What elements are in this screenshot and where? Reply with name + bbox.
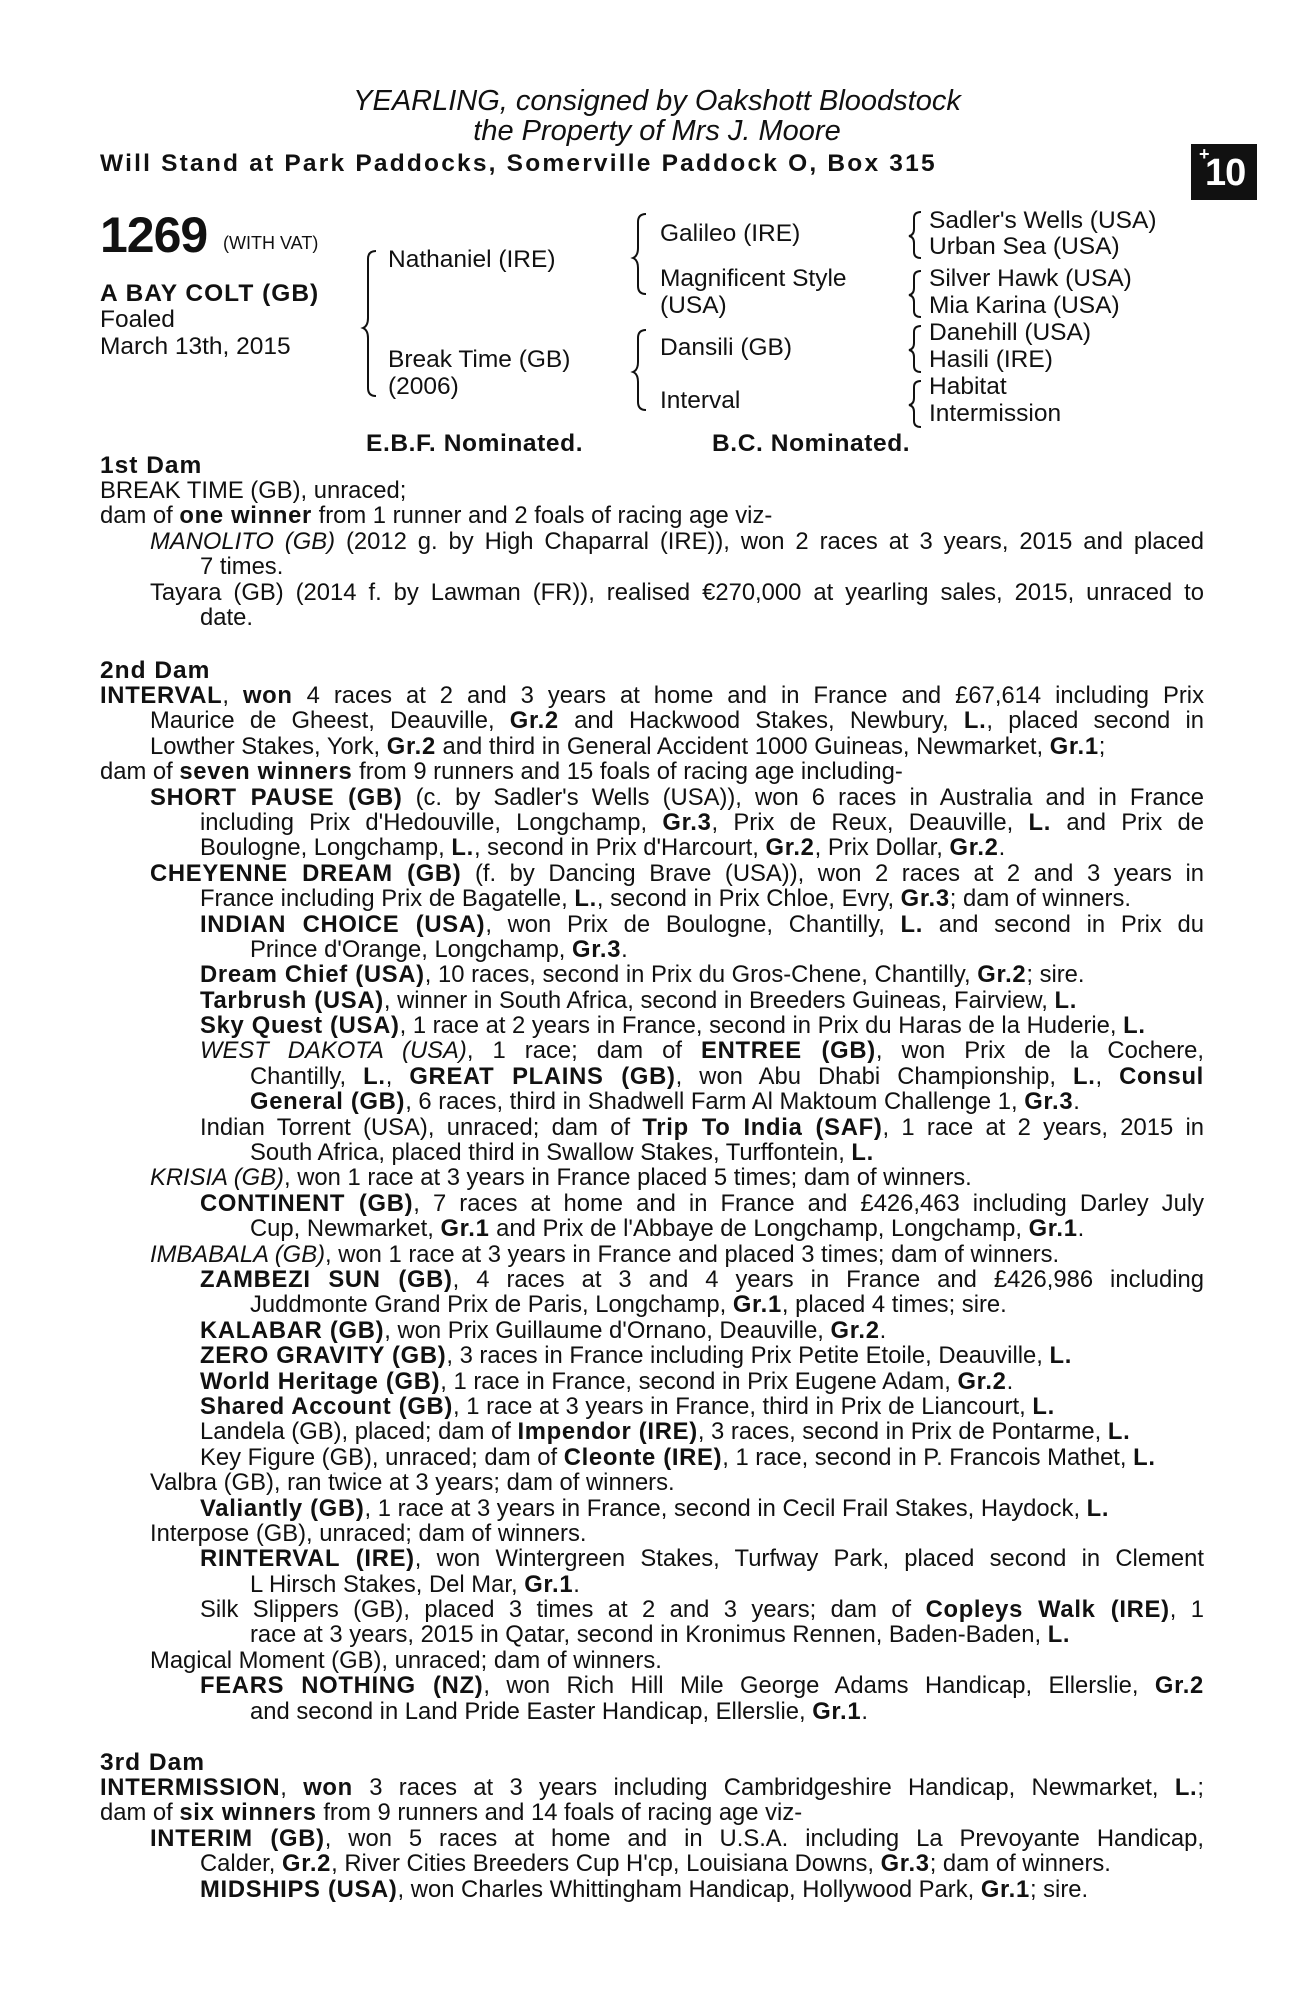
text-run: , 3 races, second in Prix de Pontarme, bbox=[697, 1418, 1108, 1446]
text-run: dam of bbox=[100, 1799, 180, 1827]
text-run: ; sire. bbox=[1029, 1875, 1089, 1903]
text-run: Gr.2 bbox=[282, 1850, 332, 1878]
text-run: Boulogne, Longchamp, bbox=[200, 834, 452, 862]
text-run: L. bbox=[851, 1139, 874, 1167]
text-line bbox=[200, 1851, 1204, 1876]
text-run: Gr.2 bbox=[949, 834, 999, 862]
text-run: Magical Moment (GB), unraced; dam of winners. bbox=[150, 1646, 662, 1674]
text-line bbox=[200, 1546, 1204, 1571]
text-run: ZERO GRAVITY (GB) bbox=[200, 1342, 447, 1370]
text-run: Indian Torrent (USA), unraced; dam of bbox=[200, 1113, 643, 1141]
text-run: date. bbox=[200, 603, 253, 631]
text-line bbox=[100, 503, 1204, 528]
text-run: Tarbrush (USA) bbox=[200, 986, 384, 1014]
text-run: Juddmonte Grand Prix de Paris, Longchamp, bbox=[250, 1291, 733, 1319]
text-line bbox=[200, 605, 1204, 630]
ebf-nominated: E.B.F. Nominated. bbox=[366, 430, 584, 457]
text-run: , 1 race, second in P. Francois Mathet, bbox=[722, 1443, 1134, 1471]
text-run: Lowther Stakes, York, bbox=[150, 732, 387, 760]
text-line bbox=[200, 1419, 1204, 1444]
text-run: , won Rich Hill Mile George Adams Handicap, Ellerslie, bbox=[483, 1672, 1155, 1700]
text-run: Gr.1 bbox=[812, 1697, 862, 1725]
text-line bbox=[250, 1572, 1204, 1597]
first-dam-heading: 1st Dam bbox=[100, 452, 203, 479]
text-run: Gr.3 bbox=[572, 935, 622, 963]
text-run: L. bbox=[1123, 1012, 1146, 1040]
text-run: Gr.2 bbox=[765, 834, 815, 862]
text-run: L. bbox=[1086, 1494, 1110, 1522]
text-run: ENTREE (GB) bbox=[701, 1037, 876, 1065]
text-run: , bbox=[280, 1774, 304, 1801]
text-run: Silk Slippers (GB), placed 3 times at 2 and 3 years; dam of bbox=[200, 1596, 926, 1624]
text-run: , 1 race in France, second in Prix Eugene Adam, bbox=[440, 1367, 958, 1395]
text-run: and second in Land Pride Easter Handicap, Ellerslie, bbox=[250, 1697, 813, 1725]
text-run: FEARS NOTHING (NZ) bbox=[200, 1672, 484, 1700]
text-run: ; dam of winners. bbox=[949, 885, 1131, 913]
sire-of-dam: Dansili (GB) bbox=[660, 334, 793, 361]
text-line bbox=[200, 1343, 1204, 1368]
text-line bbox=[100, 1775, 1204, 1800]
text-run: Copleys Walk (IRE) bbox=[925, 1596, 1170, 1624]
text-line bbox=[150, 734, 1204, 759]
sire: Nathaniel (IRE) bbox=[388, 246, 556, 273]
text-line bbox=[250, 1699, 1204, 1724]
text-run: Tayara (GB) (2014 f. by Lawman (FR)), realised €270,000 at yearling sales, 2015, unraced to bbox=[150, 578, 1204, 606]
text-run: (f. by Dancing Brave (USA)), won 2 races at 2 and 3 years in bbox=[461, 859, 1204, 887]
text-run: , 6 races, third in Shadwell Farm Al Maktoum Challenge 1, bbox=[405, 1088, 1025, 1116]
text-run: , 3 races in France including Prix Petite Etoile, Deauville, bbox=[446, 1342, 1050, 1370]
text-run: . bbox=[998, 834, 1006, 862]
text-run: INDIAN CHOICE (USA) bbox=[200, 910, 486, 938]
text-run: , won Wintergreen Stakes, Turfway Park, placed second in Clement bbox=[414, 1545, 1204, 1573]
sdd: Mia Karina (USA) bbox=[929, 292, 1120, 319]
text-run: (c. by Sadler's Wells (USA)), won 6 races in Australia and in France bbox=[402, 783, 1204, 811]
text-line bbox=[200, 988, 1204, 1013]
consignor-line: YEARLING, consigned by Oakshott Bloodstock bbox=[353, 85, 961, 117]
text-run: L. bbox=[1072, 1062, 1096, 1090]
text-run: GREAT PLAINS (GB) bbox=[409, 1062, 676, 1090]
text-run: Shared Account (GB) bbox=[200, 1392, 454, 1420]
text-run: race at 3 years, 2015 in Qatar, second in Kronimus Rennen, Baden-Baden, bbox=[250, 1621, 1048, 1649]
text-line bbox=[200, 886, 1204, 911]
text-run: Gr.2 bbox=[1154, 1672, 1204, 1700]
text-run: ; sire. bbox=[1026, 961, 1085, 989]
text-run: , second in Prix d'Harcourt, bbox=[473, 834, 766, 862]
text-run: Gr.3 bbox=[1024, 1088, 1074, 1116]
text-run: BREAK TIME (GB), unraced; bbox=[100, 477, 407, 504]
text-line bbox=[100, 759, 1204, 784]
text-run: Gr.3 bbox=[880, 1850, 930, 1878]
text-run: Valbra (GB), ran twice at 3 years; dam of winners. bbox=[150, 1469, 675, 1497]
text-run: and Prix de l'Abbaye de Longchamp, Longchamp, bbox=[489, 1215, 1029, 1243]
foaled-label: Foaled bbox=[100, 306, 175, 333]
text-line bbox=[250, 1216, 1204, 1241]
text-line bbox=[150, 1242, 1204, 1267]
text-run: . bbox=[1073, 1088, 1080, 1116]
text-run: L. bbox=[1054, 986, 1078, 1014]
dam-line2: (2006) bbox=[388, 373, 459, 400]
sire-of-sire: Galileo (IRE) bbox=[660, 220, 801, 247]
text-run: , placed 4 times; sire. bbox=[781, 1291, 1007, 1319]
text-run: Impendor (IRE) bbox=[517, 1418, 698, 1446]
text-run: L. bbox=[574, 885, 597, 913]
text-line bbox=[250, 1089, 1204, 1114]
text-run: . bbox=[861, 1697, 868, 1725]
text-run: . bbox=[621, 935, 628, 963]
text-run: , placed second in bbox=[986, 707, 1204, 735]
text-run: France including Prix de Bagatelle, bbox=[200, 885, 575, 913]
text-run: . bbox=[573, 1570, 580, 1598]
text-line bbox=[150, 1521, 1204, 1546]
text-run: , won 1 race at 3 years in France placed 5 times; dam of winners. bbox=[284, 1164, 972, 1192]
text-run: L. bbox=[363, 1062, 386, 1090]
text-line bbox=[150, 1826, 1204, 1851]
text-run: ZAMBEZI SUN (GB) bbox=[200, 1265, 453, 1293]
ssd: Urban Sea (USA) bbox=[929, 233, 1120, 260]
text-line bbox=[250, 1140, 1204, 1165]
text-run: dam of bbox=[100, 502, 180, 530]
text-run: L. bbox=[1107, 1418, 1131, 1446]
text-run: , second in Prix Chloe, Evry, bbox=[596, 885, 901, 913]
text-line bbox=[200, 1038, 1204, 1063]
text-line bbox=[200, 1597, 1204, 1622]
text-run: , 1 race at 2 years, 2015 in bbox=[882, 1113, 1205, 1141]
text-run: , bbox=[385, 1062, 410, 1090]
text-run: Key Figure (GB), unraced; dam of bbox=[200, 1443, 564, 1471]
badge-number: 10 bbox=[1205, 152, 1246, 194]
text-line bbox=[200, 1445, 1204, 1470]
text-run: including Prix d'Hedouville, Longchamp, bbox=[200, 808, 663, 836]
text-run: Chantilly, bbox=[250, 1062, 364, 1090]
text-line bbox=[200, 810, 1204, 835]
text-run: Prince d'Orange, Longchamp, bbox=[250, 935, 573, 963]
text-run: , 1 race; dam of bbox=[466, 1037, 702, 1065]
text-run: dam of bbox=[100, 758, 180, 786]
text-run: , 1 race at 3 years in France, third in Prix de Liancourt, bbox=[453, 1392, 1033, 1420]
text-run: Gr.2 bbox=[386, 732, 436, 760]
text-run: L. bbox=[1028, 808, 1052, 836]
text-run: , won 5 races at home and in U.S.A. including La Prevoyante Handicap, bbox=[324, 1824, 1204, 1852]
text-line bbox=[200, 835, 1204, 860]
text-run: Gr.2 bbox=[957, 1367, 1007, 1395]
text-run: L. bbox=[900, 910, 924, 938]
text-run: Trip To India (SAF) bbox=[642, 1113, 883, 1141]
text-run: Gr.3 bbox=[900, 885, 950, 913]
text-run: RINTERVAL (IRE) bbox=[200, 1545, 415, 1573]
dss: Danehill (USA) bbox=[929, 319, 1092, 346]
text-run: CHEYENNE DREAM (GB) bbox=[150, 859, 462, 887]
text-line bbox=[150, 1470, 1204, 1495]
text-run: SHORT PAUSE (GB) bbox=[150, 783, 403, 811]
vat-label: (WITH VAT) bbox=[223, 233, 319, 253]
horse-description: A BAY COLT (GB) bbox=[100, 280, 320, 307]
text-line bbox=[200, 1877, 1204, 1902]
text-run: won bbox=[303, 1774, 353, 1801]
text-run: Landela (GB), placed; dam of bbox=[200, 1418, 518, 1446]
text-run: , bbox=[222, 682, 243, 709]
third-dam-heading: 3rd Dam bbox=[100, 1749, 206, 1776]
text-run: , 1 bbox=[1169, 1596, 1204, 1624]
text-run: Gr.1 bbox=[980, 1875, 1030, 1903]
stabling-line: Will Stand at Park Paddocks, Somerville Paddock O, Box 315 bbox=[100, 150, 937, 177]
text-run: , River Cities Breeders Cup H'cp, Louisiana Downs, bbox=[331, 1850, 881, 1878]
text-run: Sky Quest (USA) bbox=[200, 1012, 400, 1040]
text-run: , won 1 race at 3 years in France and placed 3 times; dam of winners. bbox=[325, 1240, 1060, 1268]
text-line bbox=[200, 1318, 1204, 1343]
text-line bbox=[250, 1622, 1204, 1647]
text-run: and Hackwood Stakes, Newbury, bbox=[558, 707, 964, 735]
text-run: Gr.2 bbox=[509, 707, 559, 735]
text-run: General (GB) bbox=[250, 1088, 406, 1116]
text-line bbox=[200, 1496, 1204, 1521]
text-run: , won Prix de Boulogne, Chantilly, bbox=[485, 910, 901, 938]
second-dam-section bbox=[100, 683, 1204, 1724]
text-line bbox=[150, 1648, 1204, 1673]
text-line bbox=[150, 861, 1204, 886]
bc-nominated: B.C. Nominated. bbox=[712, 430, 911, 457]
text-run: , winner in South Africa, second in Breeders Guineas, Fairview, bbox=[383, 986, 1055, 1014]
text-line bbox=[200, 1369, 1204, 1394]
text-run: ; bbox=[1197, 1774, 1204, 1801]
text-run: , 1 race at 2 years in France, second in Prix du Haras de la Huderie, bbox=[399, 1012, 1124, 1040]
text-run: INTERMISSION bbox=[100, 1774, 281, 1801]
text-run: INTERVAL bbox=[100, 682, 223, 709]
text-line bbox=[200, 1191, 1204, 1216]
text-run: , 7 races at home and in France and £426,463 including Darley July bbox=[413, 1189, 1205, 1217]
text-line bbox=[200, 962, 1204, 987]
text-line bbox=[200, 554, 1204, 579]
text-run: 4 races at 2 and 3 years at home and in France and £67,614 including Prix bbox=[292, 682, 1204, 709]
dam-of-sire-line2: (USA) bbox=[660, 292, 727, 319]
dam-line1: Break Time (GB) bbox=[388, 346, 571, 373]
text-run: ; dam of winners. bbox=[929, 1850, 1111, 1878]
text-run: Cleonte (IRE) bbox=[563, 1443, 723, 1471]
text-run: (2012 g. by High Chaparral (IRE)), won 2 races at 3 years, 2015 and placed bbox=[335, 527, 1204, 555]
text-run: and Prix de bbox=[1051, 808, 1204, 836]
text-run: 7 times. bbox=[200, 553, 284, 581]
text-run: , 10 races, second in Prix du Gros-Chene, Chantilly, bbox=[424, 961, 978, 989]
text-run: Calder, bbox=[200, 1850, 283, 1878]
text-line bbox=[200, 1394, 1204, 1419]
text-run: L. bbox=[1049, 1342, 1073, 1370]
sss: Sadler's Wells (USA) bbox=[929, 207, 1157, 234]
dam-of-sire-line1: Magnificent Style bbox=[660, 265, 847, 292]
text-line bbox=[250, 1064, 1204, 1089]
foaled-date: March 13th, 2015 bbox=[100, 333, 291, 360]
text-run: World Heritage (GB) bbox=[200, 1367, 441, 1395]
text-run: Interpose (GB), unraced; dam of winners. bbox=[150, 1519, 587, 1547]
text-run: MIDSHIPS (USA) bbox=[200, 1875, 398, 1903]
text-run: WEST DAKOTA (USA) bbox=[200, 1037, 467, 1065]
text-run: Gr.1 bbox=[1049, 732, 1099, 760]
text-run: seven winners bbox=[179, 758, 353, 786]
text-run: one winner bbox=[179, 502, 312, 530]
text-run: Dream Chief (USA) bbox=[200, 961, 425, 989]
text-run: Gr.3 bbox=[662, 808, 712, 836]
text-run: Gr.1 bbox=[440, 1215, 490, 1243]
text-run: L. bbox=[1047, 1621, 1071, 1649]
text-run: ; bbox=[1098, 732, 1106, 760]
text-line bbox=[200, 1267, 1204, 1292]
text-line bbox=[200, 912, 1204, 937]
text-line bbox=[150, 708, 1204, 733]
text-run: L. bbox=[1032, 1392, 1055, 1420]
sds: Silver Hawk (USA) bbox=[929, 265, 1132, 292]
text-run: , won Charles Whittingham Handicap, Hollywood Park, bbox=[397, 1875, 981, 1903]
text-run: from 9 runners and 15 foals of racing age including- bbox=[352, 758, 903, 786]
text-run: KALABAR (GB) bbox=[200, 1316, 385, 1344]
text-run: Cup, Newmarket, bbox=[250, 1215, 441, 1243]
text-line bbox=[150, 1165, 1204, 1190]
lot-number: 1269 bbox=[100, 207, 208, 263]
text-run: Gr.2 bbox=[830, 1316, 880, 1344]
text-run: . bbox=[1006, 1367, 1014, 1395]
text-run: , bbox=[1095, 1062, 1120, 1090]
text-run: IMBABALA (GB) bbox=[150, 1240, 325, 1268]
text-line bbox=[100, 478, 1204, 503]
dds: Habitat bbox=[929, 373, 1007, 400]
text-line bbox=[200, 1013, 1204, 1038]
text-run: , Prix de Reux, Deauville, bbox=[711, 808, 1029, 836]
text-run: MANOLITO (GB) bbox=[150, 527, 336, 555]
text-run: L. bbox=[1133, 1443, 1156, 1471]
text-run: , Prix Dollar, bbox=[814, 834, 950, 862]
property-line: the Property of Mrs J. Moore bbox=[473, 115, 841, 147]
text-run: L. bbox=[451, 834, 474, 862]
text-run: Gr.1 bbox=[1028, 1215, 1078, 1243]
text-run: Gr.1 bbox=[732, 1291, 782, 1319]
text-run: and third in General Accident 1000 Guineas, Newmarket, bbox=[435, 732, 1050, 760]
text-run: South Africa, placed third in Swallow Stakes, Turffontein, bbox=[250, 1139, 852, 1167]
third-dam-section bbox=[100, 1775, 1204, 1902]
text-run: L Hirsch Stakes, Del Mar, bbox=[250, 1570, 525, 1598]
text-line bbox=[150, 785, 1204, 810]
text-run: six winners bbox=[179, 1799, 317, 1827]
text-run: CONTINENT (GB) bbox=[200, 1189, 414, 1217]
text-run: L. bbox=[1174, 1774, 1198, 1801]
text-line bbox=[150, 580, 1204, 605]
text-run: from 1 runner and 2 foals of racing age viz- bbox=[311, 502, 773, 530]
text-line bbox=[200, 1673, 1204, 1698]
text-run: Gr.1 bbox=[524, 1570, 574, 1598]
text-run: . bbox=[1077, 1215, 1085, 1243]
text-run: L. bbox=[963, 707, 987, 735]
text-run: and second in Prix du bbox=[923, 910, 1204, 938]
text-line bbox=[250, 1292, 1204, 1317]
text-line bbox=[200, 1115, 1204, 1140]
dsd: Hasili (IRE) bbox=[929, 346, 1053, 373]
ddd: Intermission bbox=[929, 400, 1062, 427]
text-run: , won Abu Dhabi Championship, bbox=[675, 1062, 1073, 1090]
text-run: , won Prix de la Cochere, bbox=[875, 1037, 1204, 1065]
text-run: , 1 race at 3 years in France, second in Cecil Frail Stakes, Haydock, bbox=[364, 1494, 1087, 1522]
text-run: , 4 races at 3 and 4 years in France and £426,986 including bbox=[452, 1265, 1204, 1293]
text-run: Gr.2 bbox=[977, 961, 1027, 989]
text-run: 3 races at 3 years including Cambridgeshire Handicap, Newmarket, bbox=[352, 1774, 1175, 1801]
text-run: won bbox=[242, 682, 293, 709]
text-run: . bbox=[879, 1316, 887, 1344]
text-run: Valiantly (GB) bbox=[200, 1494, 365, 1522]
second-dam-heading: 2nd Dam bbox=[100, 657, 211, 684]
text-line bbox=[100, 1800, 1204, 1825]
text-run: from 9 runners and 14 foals of racing age viz- bbox=[316, 1799, 803, 1827]
badge-plus: + bbox=[1199, 144, 1210, 164]
text-line bbox=[250, 937, 1204, 962]
first-dam-section bbox=[100, 478, 1204, 630]
text-run: KRISIA (GB) bbox=[150, 1164, 284, 1192]
dam-of-dam: Interval bbox=[660, 387, 741, 414]
text-line bbox=[100, 683, 1204, 708]
text-line bbox=[150, 529, 1204, 554]
text-run: , won Prix Guillaume d'Ornano, Deauville, bbox=[384, 1316, 831, 1344]
text-run: Consul bbox=[1119, 1062, 1204, 1090]
text-run: Maurice de Gheest, Deauville, bbox=[150, 707, 510, 735]
text-run: INTERIM (GB) bbox=[150, 1824, 325, 1852]
